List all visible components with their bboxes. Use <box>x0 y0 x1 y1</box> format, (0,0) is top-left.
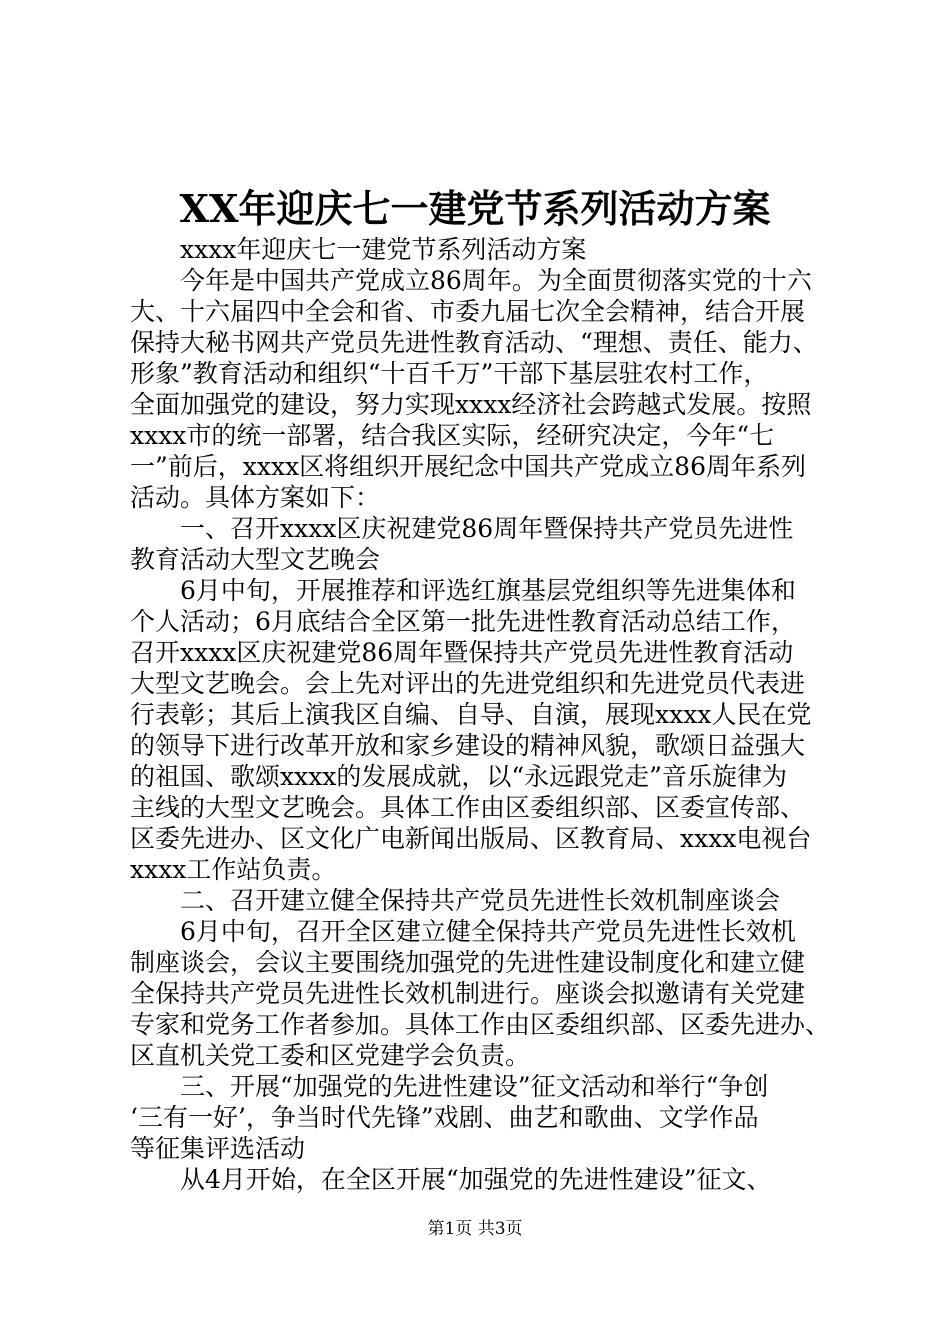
paragraph-line: 保持大秘书网共产党员先进性教育活动、“理想、责任、能力、 <box>130 328 818 357</box>
paragraph-line: 区委先进办、区文化广电新闻出版局、区教育局、xxxx电视台 <box>130 824 812 853</box>
paragraph-line: 个人活动；6月底结合全区第一批先进性教育活动总结工作， <box>130 607 796 636</box>
section-heading-line: 等征集评选活动 <box>130 1134 306 1163</box>
paragraph-line: 从4月开始，在全区开展“加强党的先进性建设”征文、 <box>180 1165 772 1194</box>
document-body <box>130 234 842 1195</box>
paragraph-line: 大、十六届四中全会和省、市委九届七次全会精神，结合开展 <box>130 297 806 326</box>
paragraph-line: xxxx市的统一部署，结合我区实际，经研究决定，今年“七 <box>130 421 775 450</box>
paragraph-line: 全保持共产党员先进性长效机制进行。座谈会拟邀请有关党建 <box>130 979 806 1008</box>
paragraph-line: 制座谈会，会议主要围绕加强党的先进性建设制度化和建立健 <box>130 948 806 977</box>
paragraph-line: 的领导下进行改革开放和家乡建设的精神风貌，歌颂日益强大 <box>130 731 806 760</box>
section-heading-line: ‘三有一好’，争当时代先锋”戏剧、曲艺和歌曲、文学作品 <box>130 1103 759 1132</box>
paragraph-line: 区直机关党工委和区党建学会负责。 <box>130 1041 531 1070</box>
section-heading-line: 教育活动大型文艺晚会 <box>130 545 381 574</box>
section-heading-line: 一、召开xxxx区庆祝建党86周年暨保持共产党员先进性 <box>180 514 794 543</box>
paragraph-line: 召开xxxx区庆祝建党86周年暨保持共产党员先进性教育活动 <box>130 638 794 667</box>
paragraph-line: 6月中旬，召开全区建立健全保持共产党员先进性长效机 <box>180 917 796 946</box>
section-heading-line: 三、开展“加强党的先进性建设”征文活动和举行“争创 <box>180 1072 769 1101</box>
paragraph-line: 主线的大型文艺晚会。具体工作由区委组织部、区委宣传部、 <box>130 793 806 822</box>
section-heading-line: 二、召开建立健全保持共产党员先进性长效机制座谈会 <box>180 886 781 915</box>
paragraph-line: 今年是中国共产党成立86周年。为全面贯彻落实党的十六 <box>180 266 812 295</box>
paragraph-line: 行表彰；其后上演我区自编、自导、自演，展现xxxx人民在党 <box>130 700 812 729</box>
paragraph-line: 形象”教育活动和组织“十百千万”干部下基层驻农村工作， <box>130 359 769 388</box>
paragraph-line: 全面加强党的建设，努力实现xxxx经济社会跨越式发展。按照 <box>130 390 812 419</box>
paragraph-line: xxxx工作站负责。 <box>130 855 337 884</box>
paragraph-line: 6月中旬，开展推荐和评选红旗基层党组织等先进集体和 <box>180 576 796 605</box>
paragraph-line: 的祖国、歌颂xxxx的发展成就，以“永远跟党走”音乐旋律为 <box>130 762 787 791</box>
paragraph-line: 一”前后，xxxx区将组织开展纪念中国共产党成立86周年系列 <box>130 452 806 481</box>
paragraph-line: 大型文艺晚会。会上先对评出的先进党组织和先进党员代表进 <box>130 669 806 698</box>
paragraph-line: 活动。具体方案如下： <box>130 483 381 512</box>
page-footer <box>0 1218 950 1240</box>
page-indicator: 第1页 共3页 <box>427 1219 523 1239</box>
document-title: XX年迎庆七一建党节系列活动方案 <box>179 186 771 231</box>
paragraph-line: 专家和党务工作者参加。具体工作由区委组织部、区委先进办、 <box>130 1010 831 1039</box>
subtitle-line: xxxx年迎庆七一建党节系列活动方案 <box>180 235 587 264</box>
